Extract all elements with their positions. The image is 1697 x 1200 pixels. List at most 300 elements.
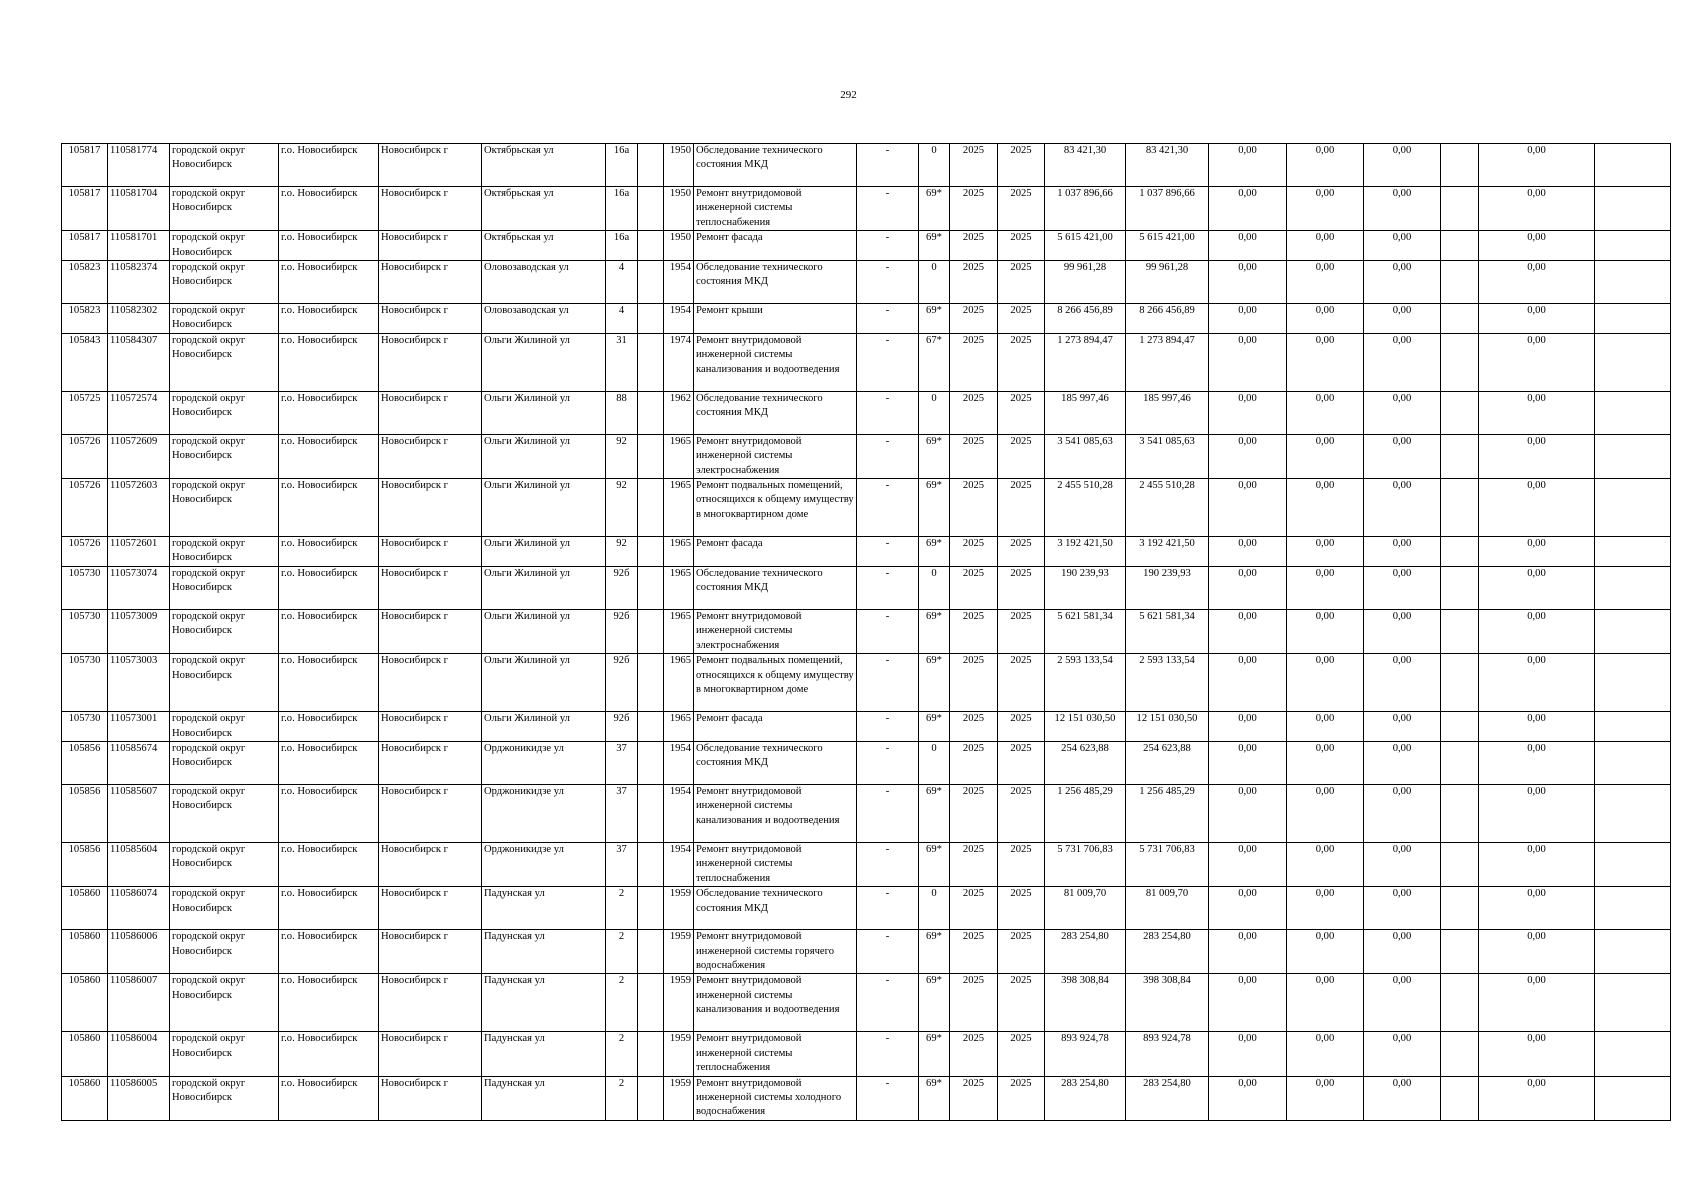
cell-house-id: 105726 <box>62 479 108 537</box>
cell-extra-col <box>1595 187 1671 231</box>
cell-house-number: 16а <box>606 187 638 231</box>
cell-cost-federal: 0,00 <box>1209 974 1287 1032</box>
cell-year-start: 2025 <box>950 887 998 930</box>
cell-cost-owners: 0,00 <box>1479 566 1595 609</box>
cell-municipality: городской округ Новосибирск <box>170 930 279 974</box>
cell-street: Ольги Жилиной ул <box>482 479 606 537</box>
cell-street: Падунская ул <box>482 887 606 930</box>
cell-building <box>638 654 664 712</box>
cell-year-end: 2025 <box>998 261 1045 304</box>
cell-category: 69* <box>919 434 950 478</box>
cell-category: 69* <box>919 187 950 231</box>
cell-house-id: 105730 <box>62 712 108 742</box>
cell-house-id: 105817 <box>62 231 108 261</box>
cell-cost-fund: 2 593 133,54 <box>1126 654 1209 712</box>
cell-cost-regional: 0,00 <box>1287 537 1364 567</box>
cell-category: 69* <box>919 654 950 712</box>
cell-locality: Новосибирск г <box>379 1076 482 1120</box>
cell-category: 69* <box>919 974 950 1032</box>
cell-cost-regional: 0,00 <box>1287 566 1364 609</box>
cell-cost-federal: 0,00 <box>1209 1076 1287 1120</box>
cell-cost-owners: 0,00 <box>1479 479 1595 537</box>
cell-year-start: 2025 <box>950 974 998 1032</box>
cell-empty-col <box>1441 144 1479 187</box>
cell-cost-owners: 0,00 <box>1479 609 1595 653</box>
cell-municipal-short: г.о. Новосибирск <box>279 712 379 742</box>
cell-cost-federal: 0,00 <box>1209 930 1287 974</box>
table-row <box>62 231 1671 261</box>
cell-cost-total: 5 731 706,83 <box>1045 842 1126 886</box>
cell-cost-owners: 0,00 <box>1479 930 1595 974</box>
cell-flag: - <box>857 974 919 1032</box>
cell-extra-col <box>1595 842 1671 886</box>
cell-house-id: 105856 <box>62 842 108 886</box>
cell-category: 69* <box>919 712 950 742</box>
cell-category: 0 <box>919 741 950 784</box>
cell-cost-total: 398 308,84 <box>1045 974 1126 1032</box>
cell-locality: Новосибирск г <box>379 187 482 231</box>
cell-work-id: 110572574 <box>108 391 170 434</box>
cell-extra-col <box>1595 537 1671 567</box>
cell-house-id: 105725 <box>62 391 108 434</box>
cell-empty-col <box>1441 784 1479 842</box>
cell-street: Октябрьская ул <box>482 187 606 231</box>
cell-work-type: Обследование технического состояния МКД <box>694 741 857 784</box>
cell-work-id: 110586074 <box>108 887 170 930</box>
cell-cost-fund: 185 997,46 <box>1126 391 1209 434</box>
cell-cost-federal: 0,00 <box>1209 654 1287 712</box>
cell-extra-col <box>1595 654 1671 712</box>
cell-cost-federal: 0,00 <box>1209 842 1287 886</box>
cell-work-id: 110586007 <box>108 974 170 1032</box>
cell-building <box>638 741 664 784</box>
cell-flag: - <box>857 784 919 842</box>
cell-cost-total: 3 192 421,50 <box>1045 537 1126 567</box>
cell-cost-total: 283 254,80 <box>1045 930 1126 974</box>
cell-cost-owners: 0,00 <box>1479 1076 1595 1120</box>
cell-building <box>638 479 664 537</box>
cell-street: Октябрьская ул <box>482 231 606 261</box>
cell-municipality: городской округ Новосибирск <box>170 231 279 261</box>
cell-building <box>638 537 664 567</box>
cell-work-id: 110581774 <box>108 144 170 187</box>
page-number: 292 <box>840 89 857 101</box>
cell-cost-local: 0,00 <box>1364 887 1441 930</box>
cell-year-built: 1962 <box>664 391 694 434</box>
cell-extra-col <box>1595 712 1671 742</box>
cell-cost-owners: 0,00 <box>1479 887 1595 930</box>
cell-locality: Новосибирск г <box>379 1032 482 1076</box>
table-row <box>62 261 1671 304</box>
cell-year-start: 2025 <box>950 434 998 478</box>
cell-municipality: городской округ Новосибирск <box>170 842 279 886</box>
cell-empty-col <box>1441 1032 1479 1076</box>
cell-work-type: Ремонт фасада <box>694 537 857 567</box>
cell-year-start: 2025 <box>950 479 998 537</box>
cell-cost-regional: 0,00 <box>1287 974 1364 1032</box>
cell-extra-col <box>1595 261 1671 304</box>
cell-cost-regional: 0,00 <box>1287 187 1364 231</box>
cell-cost-local: 0,00 <box>1364 479 1441 537</box>
cell-flag: - <box>857 479 919 537</box>
cell-cost-fund: 283 254,80 <box>1126 1076 1209 1120</box>
table-row <box>62 784 1671 842</box>
cell-cost-total: 2 593 133,54 <box>1045 654 1126 712</box>
cell-year-start: 2025 <box>950 231 998 261</box>
cell-work-id: 110586004 <box>108 1032 170 1076</box>
cell-extra-col <box>1595 231 1671 261</box>
cell-year-end: 2025 <box>998 712 1045 742</box>
cell-cost-regional: 0,00 <box>1287 231 1364 261</box>
cell-house-number: 37 <box>606 741 638 784</box>
cell-house-id: 105730 <box>62 654 108 712</box>
cell-municipal-short: г.о. Новосибирск <box>279 391 379 434</box>
cell-municipal-short: г.о. Новосибирск <box>279 741 379 784</box>
cell-year-built: 1965 <box>664 712 694 742</box>
cell-year-end: 2025 <box>998 537 1045 567</box>
cell-year-start: 2025 <box>950 654 998 712</box>
cell-cost-owners: 0,00 <box>1479 654 1595 712</box>
cell-year-end: 2025 <box>998 609 1045 653</box>
cell-work-type: Ремонт фасада <box>694 712 857 742</box>
cell-cost-federal: 0,00 <box>1209 566 1287 609</box>
cell-work-id: 110585604 <box>108 842 170 886</box>
cell-street: Ольги Жилиной ул <box>482 712 606 742</box>
cell-work-id: 110582374 <box>108 261 170 304</box>
cell-category: 0 <box>919 144 950 187</box>
cell-street: Орджоникидзе ул <box>482 842 606 886</box>
cell-cost-total: 5 621 581,34 <box>1045 609 1126 653</box>
cell-cost-regional: 0,00 <box>1287 654 1364 712</box>
cell-street: Падунская ул <box>482 974 606 1032</box>
cell-cost-fund: 12 151 030,50 <box>1126 712 1209 742</box>
cell-cost-regional: 0,00 <box>1287 434 1364 478</box>
cell-cost-fund: 1 037 896,66 <box>1126 187 1209 231</box>
cell-empty-col <box>1441 434 1479 478</box>
cell-building <box>638 1032 664 1076</box>
cell-street: Оловозаводская ул <box>482 261 606 304</box>
cell-category: 0 <box>919 261 950 304</box>
cell-year-end: 2025 <box>998 566 1045 609</box>
cell-cost-fund: 190 239,93 <box>1126 566 1209 609</box>
cell-locality: Новосибирск г <box>379 479 482 537</box>
cell-empty-col <box>1441 887 1479 930</box>
cell-year-built: 1959 <box>664 930 694 974</box>
cell-extra-col <box>1595 434 1671 478</box>
cell-flag: - <box>857 537 919 567</box>
cell-locality: Новосибирск г <box>379 304 482 334</box>
cell-category: 69* <box>919 784 950 842</box>
cell-cost-fund: 2 455 510,28 <box>1126 479 1209 537</box>
cell-cost-owners: 0,00 <box>1479 537 1595 567</box>
cell-building <box>638 144 664 187</box>
cell-year-built: 1959 <box>664 974 694 1032</box>
cell-house-number: 2 <box>606 1076 638 1120</box>
cell-category: 69* <box>919 1076 950 1120</box>
cell-flag: - <box>857 887 919 930</box>
cell-year-built: 1950 <box>664 187 694 231</box>
cell-work-id: 110572601 <box>108 537 170 567</box>
cell-cost-owners: 0,00 <box>1479 741 1595 784</box>
cell-year-end: 2025 <box>998 974 1045 1032</box>
table-row <box>62 609 1671 653</box>
cell-locality: Новосибирск г <box>379 537 482 567</box>
cell-municipality: городской округ Новосибирск <box>170 566 279 609</box>
cell-cost-fund: 83 421,30 <box>1126 144 1209 187</box>
cell-year-start: 2025 <box>950 333 998 391</box>
cell-municipal-short: г.о. Новосибирск <box>279 304 379 334</box>
cell-cost-federal: 0,00 <box>1209 741 1287 784</box>
cell-building <box>638 231 664 261</box>
cell-empty-col <box>1441 304 1479 334</box>
cell-empty-col <box>1441 187 1479 231</box>
cell-cost-total: 83 421,30 <box>1045 144 1126 187</box>
cell-cost-total: 283 254,80 <box>1045 1076 1126 1120</box>
cell-cost-total: 254 623,88 <box>1045 741 1126 784</box>
cell-work-id: 110573001 <box>108 712 170 742</box>
cell-house-id: 105817 <box>62 187 108 231</box>
cell-cost-total: 185 997,46 <box>1045 391 1126 434</box>
cell-extra-col <box>1595 391 1671 434</box>
cell-empty-col <box>1441 930 1479 974</box>
cell-year-built: 1959 <box>664 1032 694 1076</box>
cell-flag: - <box>857 930 919 974</box>
cell-flag: - <box>857 1032 919 1076</box>
cell-empty-col <box>1441 609 1479 653</box>
cell-empty-col <box>1441 842 1479 886</box>
cell-year-end: 2025 <box>998 391 1045 434</box>
cell-municipality: городской округ Новосибирск <box>170 434 279 478</box>
cell-category: 67* <box>919 333 950 391</box>
cell-municipal-short: г.о. Новосибирск <box>279 261 379 304</box>
table-row <box>62 930 1671 974</box>
cell-street: Ольги Жилиной ул <box>482 654 606 712</box>
cell-year-built: 1965 <box>664 434 694 478</box>
cell-cost-total: 5 615 421,00 <box>1045 231 1126 261</box>
cell-municipal-short: г.о. Новосибирск <box>279 842 379 886</box>
cell-municipality: городской округ Новосибирск <box>170 187 279 231</box>
cell-cost-local: 0,00 <box>1364 842 1441 886</box>
cell-house-number: 37 <box>606 784 638 842</box>
cell-cost-local: 0,00 <box>1364 231 1441 261</box>
cell-municipal-short: г.о. Новосибирск <box>279 537 379 567</box>
cell-year-start: 2025 <box>950 304 998 334</box>
cell-empty-col <box>1441 479 1479 537</box>
cell-municipal-short: г.о. Новосибирск <box>279 231 379 261</box>
cell-extra-col <box>1595 479 1671 537</box>
cell-cost-total: 81 009,70 <box>1045 887 1126 930</box>
cell-cost-regional: 0,00 <box>1287 144 1364 187</box>
cell-empty-col <box>1441 654 1479 712</box>
cell-municipal-short: г.о. Новосибирск <box>279 784 379 842</box>
cell-year-start: 2025 <box>950 1032 998 1076</box>
cell-year-end: 2025 <box>998 654 1045 712</box>
cell-building <box>638 784 664 842</box>
cell-house-number: 2 <box>606 930 638 974</box>
cell-street: Ольги Жилиной ул <box>482 333 606 391</box>
table-row <box>62 974 1671 1032</box>
cell-municipal-short: г.о. Новосибирск <box>279 187 379 231</box>
cell-work-id: 110581704 <box>108 187 170 231</box>
cell-cost-owners: 0,00 <box>1479 144 1595 187</box>
cell-cost-federal: 0,00 <box>1209 391 1287 434</box>
cell-house-id: 105860 <box>62 887 108 930</box>
table-row <box>62 537 1671 567</box>
cell-municipal-short: г.о. Новосибирск <box>279 144 379 187</box>
cell-flag: - <box>857 261 919 304</box>
cell-work-id: 110572609 <box>108 434 170 478</box>
cell-cost-fund: 5 731 706,83 <box>1126 842 1209 886</box>
cell-building <box>638 930 664 974</box>
cell-extra-col <box>1595 566 1671 609</box>
cell-street: Октябрьская ул <box>482 144 606 187</box>
cell-cost-local: 0,00 <box>1364 391 1441 434</box>
cell-municipality: городской округ Новосибирск <box>170 741 279 784</box>
cell-cost-fund: 3 192 421,50 <box>1126 537 1209 567</box>
cell-cost-federal: 0,00 <box>1209 144 1287 187</box>
cell-work-type: Ремонт внутридомовой инженерной системы канализования и водоотведения <box>694 784 857 842</box>
cell-locality: Новосибирск г <box>379 566 482 609</box>
table-row <box>62 479 1671 537</box>
cell-category: 69* <box>919 1032 950 1076</box>
cell-cost-total: 12 151 030,50 <box>1045 712 1126 742</box>
cell-building <box>638 304 664 334</box>
cell-flag: - <box>857 231 919 261</box>
cell-municipal-short: г.о. Новосибирск <box>279 654 379 712</box>
table-row <box>62 654 1671 712</box>
cell-year-end: 2025 <box>998 784 1045 842</box>
cell-house-id: 105823 <box>62 304 108 334</box>
cell-flag: - <box>857 434 919 478</box>
cell-work-id: 110581701 <box>108 231 170 261</box>
cell-house-id: 105856 <box>62 784 108 842</box>
cell-house-id: 105860 <box>62 1076 108 1120</box>
cell-cost-regional: 0,00 <box>1287 261 1364 304</box>
cell-work-type: Обследование технического состояния МКД <box>694 391 857 434</box>
cell-year-built: 1965 <box>664 479 694 537</box>
cell-cost-local: 0,00 <box>1364 741 1441 784</box>
cell-cost-fund: 5 621 581,34 <box>1126 609 1209 653</box>
cell-house-number: 37 <box>606 842 638 886</box>
cell-building <box>638 391 664 434</box>
cell-extra-col <box>1595 144 1671 187</box>
capital-repair-register-table <box>61 143 1671 1121</box>
cell-extra-col <box>1595 1032 1671 1076</box>
cell-empty-col <box>1441 231 1479 261</box>
cell-extra-col <box>1595 741 1671 784</box>
cell-house-id: 105860 <box>62 1032 108 1076</box>
cell-cost-regional: 0,00 <box>1287 712 1364 742</box>
cell-cost-federal: 0,00 <box>1209 784 1287 842</box>
cell-extra-col <box>1595 784 1671 842</box>
cell-work-id: 110573009 <box>108 609 170 653</box>
cell-work-id: 110586006 <box>108 930 170 974</box>
cell-empty-col <box>1441 333 1479 391</box>
cell-building <box>638 887 664 930</box>
cell-house-number: 92б <box>606 609 638 653</box>
cell-municipal-short: г.о. Новосибирск <box>279 434 379 478</box>
cell-municipal-short: г.о. Новосибирск <box>279 974 379 1032</box>
cell-year-end: 2025 <box>998 479 1045 537</box>
cell-empty-col <box>1441 741 1479 784</box>
cell-flag: - <box>857 654 919 712</box>
cell-cost-regional: 0,00 <box>1287 930 1364 974</box>
cell-year-built: 1954 <box>664 304 694 334</box>
cell-house-number: 16а <box>606 231 638 261</box>
cell-municipality: городской округ Новосибирск <box>170 974 279 1032</box>
cell-year-start: 2025 <box>950 261 998 304</box>
cell-house-number: 4 <box>606 304 638 334</box>
cell-year-built: 1965 <box>664 609 694 653</box>
table-row <box>62 712 1671 742</box>
cell-building <box>638 609 664 653</box>
cell-municipal-short: г.о. Новосибирск <box>279 479 379 537</box>
cell-house-id: 105730 <box>62 609 108 653</box>
cell-year-start: 2025 <box>950 187 998 231</box>
cell-year-start: 2025 <box>950 391 998 434</box>
cell-cost-fund: 99 961,28 <box>1126 261 1209 304</box>
table-row <box>62 887 1671 930</box>
cell-cost-federal: 0,00 <box>1209 609 1287 653</box>
cell-cost-local: 0,00 <box>1364 261 1441 304</box>
cell-extra-col <box>1595 930 1671 974</box>
cell-house-number: 92б <box>606 654 638 712</box>
table-row <box>62 187 1671 231</box>
cell-cost-federal: 0,00 <box>1209 537 1287 567</box>
cell-empty-col <box>1441 974 1479 1032</box>
cell-municipality: городской округ Новосибирск <box>170 333 279 391</box>
cell-locality: Новосибирск г <box>379 654 482 712</box>
cell-house-id: 105817 <box>62 144 108 187</box>
cell-cost-owners: 0,00 <box>1479 784 1595 842</box>
cell-house-number: 92 <box>606 479 638 537</box>
cell-year-start: 2025 <box>950 930 998 974</box>
cell-cost-local: 0,00 <box>1364 434 1441 478</box>
cell-cost-fund: 1 256 485,29 <box>1126 784 1209 842</box>
cell-work-type: Обследование технического состояния МКД <box>694 144 857 187</box>
cell-cost-federal: 0,00 <box>1209 712 1287 742</box>
cell-work-type: Ремонт внутридомовой инженерной системы горячего водоснабжения <box>694 930 857 974</box>
cell-municipality: городской округ Новосибирск <box>170 609 279 653</box>
cell-flag: - <box>857 391 919 434</box>
cell-flag: - <box>857 187 919 231</box>
cell-work-type: Ремонт внутридомовой инженерной системы теплоснабжения <box>694 187 857 231</box>
cell-year-start: 2025 <box>950 144 998 187</box>
cell-cost-local: 0,00 <box>1364 537 1441 567</box>
cell-cost-regional: 0,00 <box>1287 609 1364 653</box>
cell-category: 0 <box>919 391 950 434</box>
cell-street: Орджоникидзе ул <box>482 784 606 842</box>
cell-extra-col <box>1595 333 1671 391</box>
cell-cost-fund: 254 623,88 <box>1126 741 1209 784</box>
cell-year-built: 1965 <box>664 537 694 567</box>
cell-street: Падунская ул <box>482 1032 606 1076</box>
table-row <box>62 333 1671 391</box>
cell-locality: Новосибирск г <box>379 333 482 391</box>
cell-cost-local: 0,00 <box>1364 304 1441 334</box>
cell-street: Ольги Жилиной ул <box>482 537 606 567</box>
cell-street: Оловозаводская ул <box>482 304 606 334</box>
cell-cost-local: 0,00 <box>1364 566 1441 609</box>
cell-flag: - <box>857 144 919 187</box>
cell-empty-col <box>1441 712 1479 742</box>
cell-locality: Новосибирск г <box>379 391 482 434</box>
cell-extra-col <box>1595 1076 1671 1120</box>
cell-cost-local: 0,00 <box>1364 930 1441 974</box>
cell-municipal-short: г.о. Новосибирск <box>279 333 379 391</box>
cell-work-type: Ремонт внутридомовой инженерной системы холодного водоснабжения <box>694 1076 857 1120</box>
cell-municipality: городской округ Новосибирск <box>170 887 279 930</box>
